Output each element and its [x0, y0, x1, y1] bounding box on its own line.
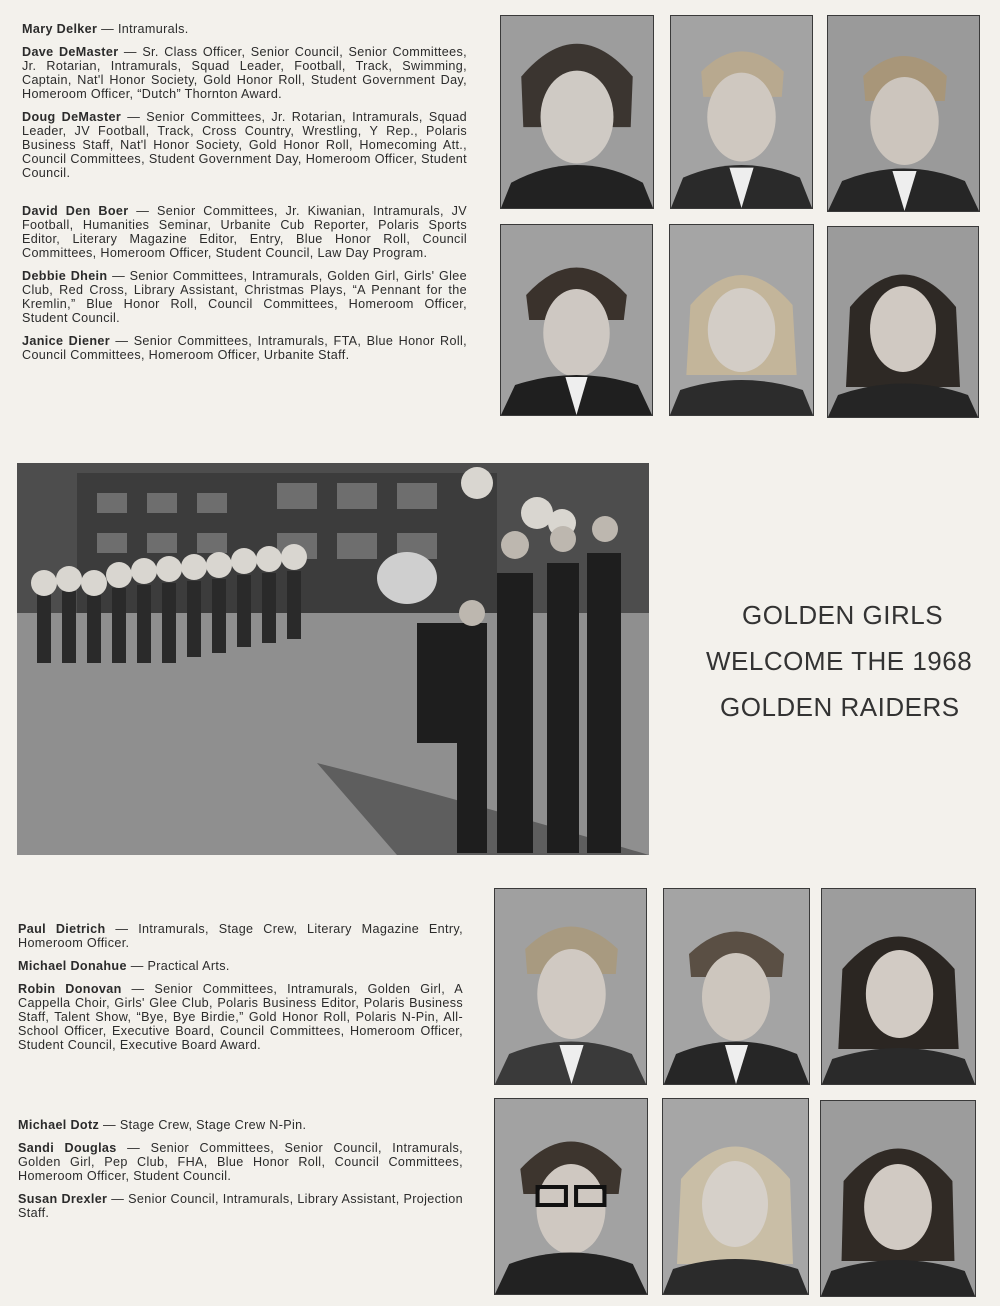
bio-name: Sandi Douglas	[18, 1141, 117, 1155]
bio-entry: David Den Boer — Senior Committees, Jr. Kiwanian, Intramurals, JV Football, Humanities Seminar, Urbanite Cub Reporter, Polaris Sports Editor, Literary Magazine Editor, Entry, Blue Honor Roll, Council Committees, Homeroom Officer, Student Council, Law Day Program.	[22, 204, 467, 260]
bio-name: Doug DeMaster	[22, 110, 122, 124]
bio-entry: Michael Dotz — Stage Crew, Stage Crew N-Pin.	[18, 1118, 307, 1132]
portrait-photo	[662, 1098, 809, 1295]
portrait-photo	[663, 888, 810, 1085]
bio-entry: Robin Donovan — Senior Committees, Intramurals, Golden Girl, A Cappella Choir, Girls' Glee Club, Polaris Business Editor, Polaris Business Staff, Talent Show, “Bye, Bye Birdie,” Gold Honor Roll, Polaris N-Pin, All-School Officer, Executive Board, Council Committees, Homeroom Officer, Student Council, Executive Board Award.	[18, 982, 463, 1052]
portrait-photo	[500, 224, 653, 416]
bio-name: Debbie Dhein	[22, 269, 108, 283]
bio-activities: Senior Committees, Intramurals, Golden Girl, Girls' Glee Club, Red Cross, Library Assistant, Christmas Plays, “A Pennant for the Kremlin,” Blue Honor Roll, Council Committees, Homeroom Officer, Student Council.	[22, 269, 467, 325]
bottom-bio-list	[18, 922, 463, 1229]
bio-name: Robin Donovan	[18, 982, 122, 996]
bio-entry: Doug DeMaster — Senior Committees, Jr. Rotarian, Intramurals, Squad Leader, JV Football, Track, Cross Country, Wrestling, Y Rep., Polaris Business Staff, Nat'l Honor Society, Gold Honor Roll, Homecoming Att., Council Committees, Student Government Day, Homeroom Officer, Student Council.	[22, 110, 467, 180]
portrait-photo	[500, 15, 654, 209]
bio-activities: Stage Crew, Stage Crew N-Pin.	[119, 1118, 307, 1132]
bio-activities: Senior Committees, Jr. Rotarian, Intramurals, Squad Leader, JV Football, Track, Cross Country, Wrestling, Y Rep., Polaris Business Staff, Nat'l Honor Society, Gold Honor Roll, Homecoming Att., Council Committees, Student Government Day, Homeroom Officer, Student Council.	[22, 110, 467, 180]
bio-name: Janice Diener	[22, 334, 110, 348]
bio-entry: Sandi Douglas — Senior Committees, Senior Council, Intramurals, Golden Girl, Pep Club, FHA, Blue Honor Roll, Council Committees, Homeroom Officer, Student Council.	[18, 1141, 463, 1183]
portrait-photo	[821, 888, 976, 1085]
bio-name: Mary Delker	[22, 22, 98, 36]
bio-name: David Den Boer	[22, 204, 129, 218]
caption-line-2: WELCOME THE 1968	[706, 646, 973, 676]
photo-caption	[690, 592, 1000, 730]
top-bio-list	[22, 22, 467, 371]
bio-entry: Paul Dietrich — Intramurals, Stage Crew, Literary Magazine Entry, Homeroom Officer.	[18, 922, 463, 950]
portrait-photo	[494, 1098, 648, 1295]
bio-entry: Debbie Dhein — Senior Committees, Intramurals, Golden Girl, Girls' Glee Club, Red Cross, Library Assistant, Christmas Plays, “A Pennant for the Kremlin,” Blue Honor Roll, Council Committees, Homeroom Officer, Student Council.	[22, 269, 467, 325]
portrait-photo	[494, 888, 647, 1085]
bio-activities: Intramurals.	[117, 22, 189, 36]
bio-entry: Dave DeMaster — Sr. Class Officer, Senior Council, Senior Committees, Jr. Rotarian, Intramurals, Squad Leader, Football, Track, Swimming, Captain, Nat'l Honor Society, Gold Honor Roll, Student Government Day, Homeroom Officer, “Dutch” Thornton Award.	[22, 45, 467, 101]
bio-entry: Janice Diener — Senior Committees, Intramurals, FTA, Blue Honor Roll, Council Committees, Homeroom Officer, Urbanite Staff.	[22, 334, 467, 362]
portrait-photo	[827, 226, 979, 418]
bio-activities: Senior Committees, Jr. Kiwanian, Intramurals, JV Football, Humanities Seminar, Urbanite Cub Reporter, Polaris Sports Editor, Literary Magazine Editor, Entry, Blue Honor Roll, Council Committees, Homeroom Officer, Student Council, Law Day Program.	[22, 204, 467, 260]
bio-name: Michael Dotz	[18, 1118, 100, 1132]
bio-name: Susan Drexler	[18, 1192, 108, 1206]
caption-line-1: GOLDEN GIRLS	[742, 600, 944, 630]
bio-name: Dave DeMaster	[22, 45, 119, 59]
bio-activities: Senior Committees, Intramurals, Golden Girl, A Cappella Choir, Girls' Glee Club, Polaris Business Editor, Polaris Business Staff, Talent Show, “Bye, Bye Birdie,” Gold Honor Roll, Polaris N-Pin, All-School Officer, Executive Board, Council Committees, Homeroom Officer, Student Council, Executive Board Award.	[18, 982, 463, 1052]
bio-entry: Michael Donahue — Practical Arts.	[18, 959, 230, 973]
portrait-photo	[670, 15, 813, 209]
portrait-photo	[669, 224, 814, 416]
bio-activities: Senior Committees, Senior Council, Intramurals, Golden Girl, Pep Club, FHA, Blue Honor Roll, Council Committees, Homeroom Officer, Student Council.	[18, 1141, 463, 1183]
bio-name: Paul Dietrich	[18, 922, 106, 936]
bio-entry: Mary Delker — Intramurals.	[22, 22, 189, 36]
portrait-photo	[820, 1100, 976, 1297]
bio-activities: Intramurals, Stage Crew, Literary Magazine Entry, Homeroom Officer.	[18, 922, 463, 950]
bio-entry: Susan Drexler — Senior Council, Intramurals, Library Assistant, Projection Staff.	[18, 1192, 463, 1220]
bio-name: Michael Donahue	[18, 959, 127, 973]
caption-line-3: GOLDEN RAIDERS	[720, 692, 960, 722]
bio-activities: Senior Council, Intramurals, Library Assistant, Projection Staff.	[18, 1192, 463, 1220]
portrait-photo	[827, 15, 980, 212]
bio-activities: Senior Committees, Intramurals, FTA, Blue Honor Roll, Council Committees, Homeroom Officer, Urbanite Staff.	[22, 334, 467, 362]
golden-girls-group-photo	[17, 463, 649, 855]
bio-activities: Practical Arts.	[147, 959, 230, 973]
bio-activities: Sr. Class Officer, Senior Council, Senior Committees, Jr. Rotarian, Intramurals, Squad Leader, Football, Track, Swimming, Captain, Nat'l Honor Society, Gold Honor Roll, Student Government Day, Homeroom Officer, “Dutch” Thornton Award.	[22, 45, 467, 101]
